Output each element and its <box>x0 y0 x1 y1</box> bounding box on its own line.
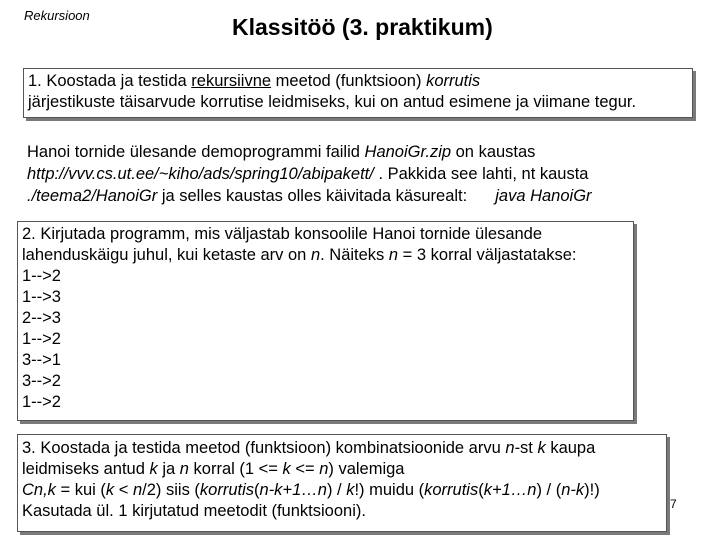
t3-l1-k: k <box>537 439 546 457</box>
t3-l3-j: ) / <box>326 481 347 499</box>
t3-l2-k2: k <box>282 460 291 478</box>
hanoi-url-link[interactable]: http://vvv.cs.ut.ee/~kiho/ads/spring10/abipakett/ <box>27 165 374 183</box>
t3-l2-n2: n <box>319 460 329 478</box>
t3-l2-c: korral (1 <= <box>188 460 283 478</box>
task3-formula-line <box>22 480 666 501</box>
hanoi-line1 <box>27 141 592 163</box>
t3-l2-d: <= <box>290 460 320 478</box>
task3-line1 <box>22 438 666 459</box>
task2-eq-var-n: n <box>388 246 399 264</box>
hanoi-l1-suffix: on kaustas <box>451 143 536 161</box>
task3-line4: Kasutada ül. 1 kirjutatud meetodit (funktsiooni). <box>22 502 366 520</box>
slide-title: Klassitöö (3. praktikum) <box>232 14 493 40</box>
t3-l3-g: korrutis <box>199 481 255 499</box>
t3-cnk: Cn,k <box>22 481 56 499</box>
move-line: 2-->3 <box>22 309 61 327</box>
task1-line2: järjestikuste täisarvude korrutise leidmiseks, kui on antud esimene ja viimane tegur. <box>28 93 637 111</box>
task1-middle: meetod (funktsioon) <box>271 72 427 90</box>
t3-l3-n: ( <box>478 481 484 499</box>
hanoi-l1-prefix: Hanoi tornide ülesande demoprogrammi failid <box>27 143 365 161</box>
t3-l3-i: n-k+1…n <box>259 481 327 499</box>
hanoi-l2-suffix: . Pakkida see lahti, nt kausta <box>373 165 589 183</box>
t3-l3-f: /2) siis ( <box>142 481 200 499</box>
move-line: 1-->3 <box>22 288 61 306</box>
t3-l3-e: n <box>132 481 143 499</box>
method-name: korrutis <box>426 72 481 90</box>
t3-l2-a: leidmiseks antud <box>22 460 150 478</box>
t3-l3-b: = kui ( <box>55 481 106 499</box>
task2-var-n: n <box>310 246 321 264</box>
hanoi-command: java HanoiGr <box>495 187 592 205</box>
task1-prefix: 1. Koostada ja testida <box>28 72 192 90</box>
hanoi-info <box>27 141 592 207</box>
task2-box <box>17 221 634 421</box>
t3-l3-p: ) / ( <box>536 481 562 499</box>
page-number: 7 <box>670 497 677 511</box>
task2-l2-prefix: lahenduskäigu juhul, kui ketaste arv on <box>22 246 311 264</box>
t3-l1-a: 3. Koostada ja testida meetod (funktsioon) kombinatsioonide arvu <box>22 439 506 457</box>
header-label: Rekursioon <box>24 8 90 23</box>
t3-l2-n: n <box>179 460 189 478</box>
t3-l1-c: kaupa <box>545 439 596 457</box>
t3-l3-l: !) muidu ( <box>354 481 425 499</box>
move-line: 1-->2 <box>22 393 61 411</box>
t3-l2-k: k <box>149 460 158 478</box>
t3-l3-h: ( <box>254 481 260 499</box>
move-line: 1-->2 <box>22 267 61 285</box>
t3-l2-b: ja <box>157 460 180 478</box>
t3-l1-n: n <box>505 439 515 457</box>
t3-l3-q: n-k <box>561 481 585 499</box>
task2-l2-middle: . Näiteks <box>320 246 389 264</box>
task1-line1 <box>28 71 692 92</box>
task2-line1: 2. Kirjutada programm, mis väljastab konsoolile Hanoi tornide ülesande <box>22 225 543 243</box>
t3-l1-b: -st <box>514 439 538 457</box>
t3-l3-o: k+1…n <box>483 481 537 499</box>
t3-l3-r: )!) <box>584 481 600 499</box>
task1-box <box>23 68 693 118</box>
t3-l3-d: < <box>114 481 133 499</box>
hanoi-zip-file: HanoiGr.zip <box>364 143 452 161</box>
hanoi-line3 <box>27 185 592 207</box>
t3-l2-e: ) valemiga <box>328 460 405 478</box>
hanoi-path: ./teema2/HanoiGr <box>27 187 158 205</box>
hanoi-l3-middle: ja selles kaustas olles käivitada käsurealt: <box>157 187 468 205</box>
move-line: 3-->1 <box>22 351 61 369</box>
move-line: 1-->2 <box>22 330 61 348</box>
t3-l3-k: k <box>346 481 355 499</box>
task3-line2 <box>22 459 666 480</box>
t3-l3-c: k <box>105 481 115 499</box>
recursive-link[interactable]: rekursiivne <box>191 72 272 90</box>
hanoi-line2 <box>27 163 592 185</box>
task3-box <box>17 434 667 532</box>
task2-l2-suffix: = 3 korral väljastatakse: <box>398 246 577 264</box>
task2-line2 <box>22 245 633 266</box>
t3-l3-m: korrutis <box>424 481 479 499</box>
move-line: 3-->2 <box>22 372 61 390</box>
